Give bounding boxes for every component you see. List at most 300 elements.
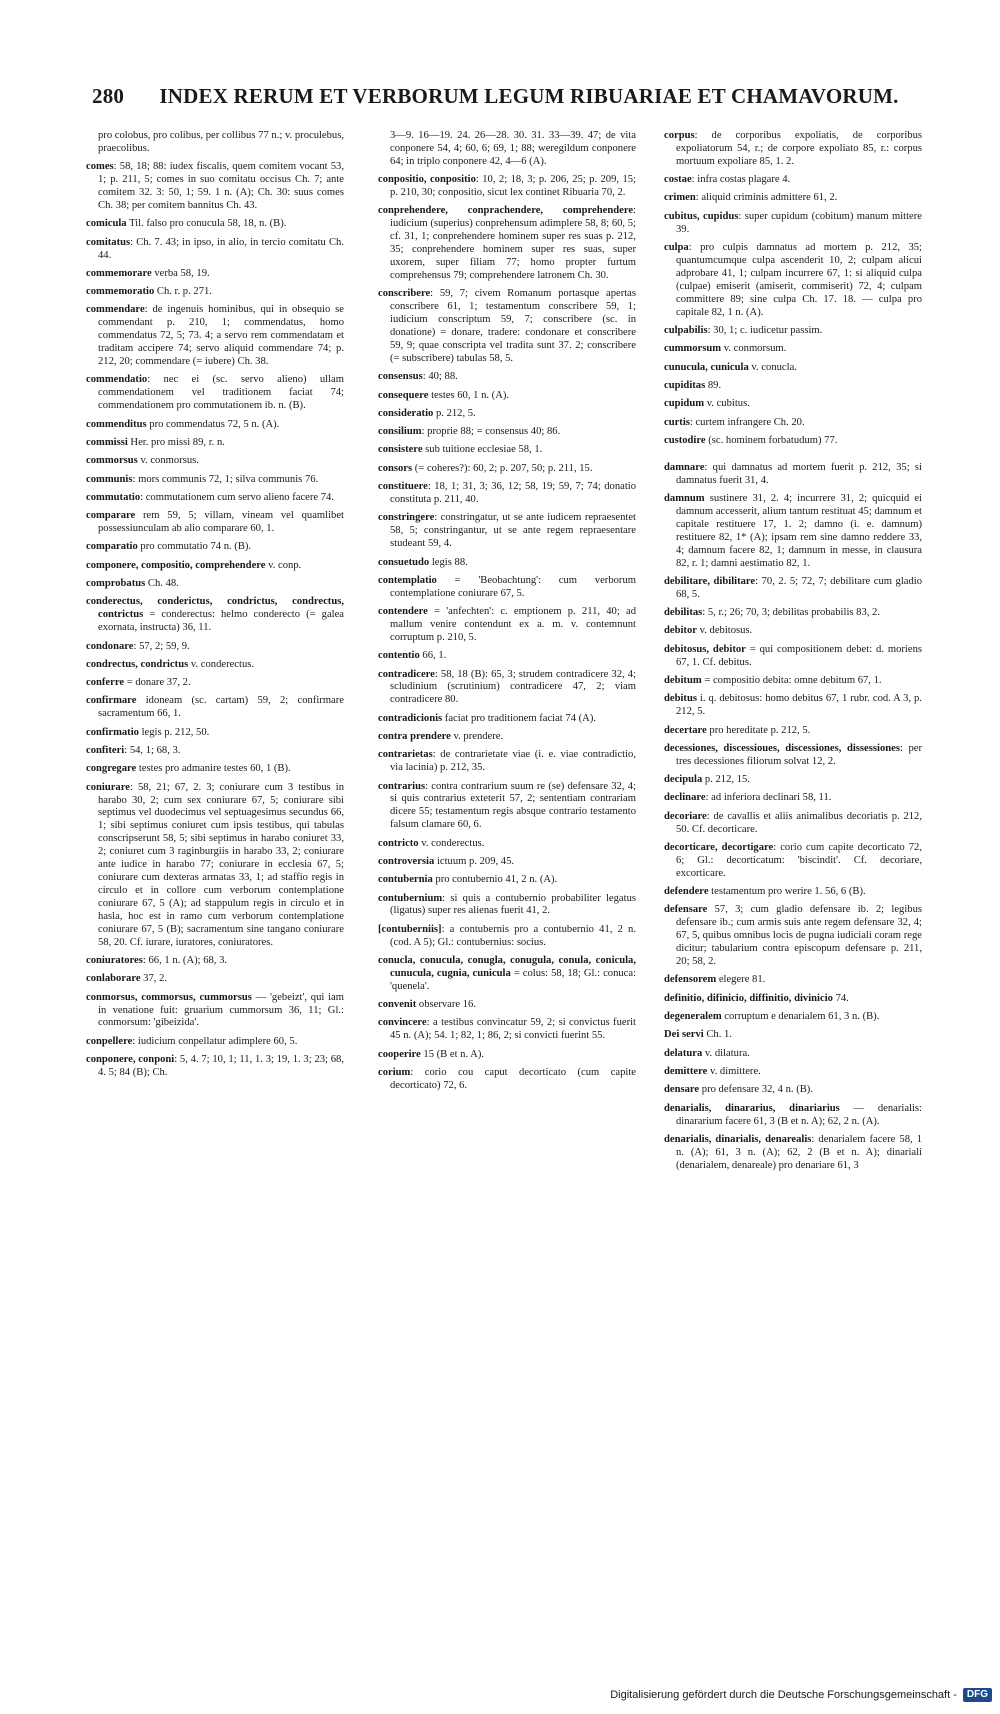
entry-headword: demittere bbox=[664, 1065, 708, 1077]
entry-text: : per tres decessiones filiorum solvat 12, 2. bbox=[676, 742, 923, 767]
index-entry bbox=[86, 596, 344, 635]
entry-headword: conprehendere, conprachendere, comprehendere bbox=[378, 205, 634, 217]
entry-headword: contentio bbox=[378, 650, 420, 662]
index-entry bbox=[664, 675, 922, 688]
entry-text: v. prendere. bbox=[450, 730, 504, 742]
entry-headword: debitor bbox=[664, 625, 697, 637]
entry-text: : de corporibus expoliatis, de corporibus expoliatorum 54, r.; de corpore expoliato 85, r.: corpus mortuum expoliare 85, 1. 2. bbox=[676, 130, 922, 167]
entry-headword: culpabilis bbox=[664, 324, 708, 336]
entry-text: v. conderectus. bbox=[418, 837, 485, 849]
index-entry bbox=[378, 669, 636, 708]
entry-text: v. debitosus. bbox=[696, 625, 753, 637]
index-entry bbox=[664, 242, 922, 320]
entry-text: : pro culpis damnatus ad mortem p. 212, 35; quantumcumque culpa ascenderit 10, 2; culpam alicui adprobare 41, 1; culpam incurrere 67, 1: si aliquid culpa (culpae) emiserit (amiserit, commiserit) 72, 4; culpam committere 89; sine culpa Ch. 17. 18. — culpa pro capitale 82, 1 n. (A). bbox=[676, 242, 922, 318]
entry-headword: convincere bbox=[378, 1017, 427, 1029]
index-entry bbox=[86, 641, 344, 654]
entry-headword: constringere bbox=[378, 512, 435, 524]
entry-headword: comprobatus bbox=[86, 578, 146, 590]
entry-text: : 40; 88. bbox=[422, 371, 458, 383]
index-entry bbox=[664, 693, 922, 719]
entry-text: : si quis a contubernio probabiliter legatus (ligatus) super res alienas fuerit 41, 2. bbox=[390, 892, 636, 917]
entry-headword: conderectus, conderictus, condrictus, condrectus, contrictus bbox=[86, 596, 344, 621]
entry-headword: contra prendere bbox=[378, 730, 451, 742]
index-entry bbox=[664, 362, 922, 375]
entry-text: : 18, 1; 31, 3; 36, 12; 58, 19; 59, 7; 74; donatio constituta p. 211, 40. bbox=[390, 481, 636, 506]
entry-headword: conscribere bbox=[378, 288, 431, 300]
index-entry bbox=[86, 455, 344, 468]
entry-text: : a testibus convincatur 59, 2; si convictus fuerit 45 n. (A); 54. 1; 82, 1; 86, 2; si convicti fuerint 55. bbox=[390, 1017, 636, 1042]
entry-headword: cubitus, cupidus bbox=[664, 210, 739, 222]
index-entry bbox=[86, 130, 344, 156]
entry-headword: confirmatio bbox=[86, 726, 139, 738]
index-entry bbox=[664, 1029, 922, 1042]
entry-headword: decipula bbox=[664, 774, 703, 786]
entry-headword: decoriare bbox=[664, 810, 707, 822]
entry-headword: coniuratores bbox=[86, 955, 143, 967]
entry-headword: consistere bbox=[378, 444, 423, 456]
entry-text: : 5, 4. 7; 10, 1; 11, 1. 3; 19, 1. 3; 23; 68, 4. 5; 84 (B); Ch. bbox=[98, 1054, 344, 1079]
entry-headword: [contuberniis] bbox=[378, 923, 442, 935]
entry-headword: commemoratio bbox=[86, 286, 155, 298]
index-entry bbox=[378, 838, 636, 851]
index-entry bbox=[664, 1048, 922, 1061]
entry-headword: commutatio bbox=[86, 491, 141, 503]
page-title: INDEX RERUM ET VERBORUM LEGUM RIBUARIAE ET CHAMAVORUM. bbox=[159, 84, 899, 108]
index-entry bbox=[86, 955, 344, 968]
entry-headword: corium bbox=[378, 1067, 411, 1079]
index-entry bbox=[664, 1134, 922, 1173]
entry-headword: contemplatio bbox=[378, 574, 437, 586]
page-header bbox=[92, 84, 908, 109]
entry-headword: condonare bbox=[86, 640, 134, 652]
index-entry bbox=[378, 1049, 636, 1062]
entry-text: : 58, 21; 67, 2. 3; coniurare cum 3 testibus in harabo 30, 2; cum sex coniurare 67, 5; coniurare sibi septimus vel duodecimus vel septuagesimus secundus 66, 1; sibi septimus coniuret cum ipsis testibus, qui tabulas conscripserunt 58, 5; sibi septimus in harabo coniuret 33, 2; coniuret cum 3 raginburgiis in harabo 33, 2; coniurare ante iudice in harabo 77; coniurare in ecclesia 67, 5; coniurare cum dexteras armatas 33, 1; ad staffio regis in circulo et in collore cum verborum contemplatione coniurare 67, 5 (A); ad stappulum regis in circulo et in hasla, hoc est in ramo cum verborum contemplatione coniurare 67, 5 (B); sacramentum sine tangano coniurare 58, 20. Cf. iurare, iuratores, coniuratores. bbox=[98, 781, 344, 948]
entry-text: (= coheres?): 60, 2; p. 207, 50; p. 211, 15. bbox=[412, 462, 593, 474]
index-entry bbox=[664, 886, 922, 899]
index-column-2 bbox=[378, 130, 636, 1098]
entry-headword: culpa bbox=[664, 242, 689, 254]
index-entry bbox=[664, 174, 922, 187]
entry-headword: cummorsum bbox=[664, 343, 722, 355]
index-entry bbox=[86, 745, 344, 758]
index-entry bbox=[86, 286, 344, 299]
index-entry bbox=[378, 893, 636, 919]
index-entry bbox=[378, 463, 636, 476]
entry-text: : de cavallis et aliis animalibus decoriatis p. 212, 50. Cf. decorticare. bbox=[676, 810, 922, 835]
index-entry bbox=[664, 625, 922, 638]
index-entry bbox=[86, 237, 344, 263]
entry-text: : 30, 1; c. iudicetur passim. bbox=[707, 324, 823, 336]
entry-headword: confiteri bbox=[86, 745, 125, 757]
entry-text: Her. pro missi 89, r. n. bbox=[127, 436, 225, 448]
entry-text: legis p. 212, 50. bbox=[138, 726, 210, 738]
entry-headword: degeneralem bbox=[664, 1011, 722, 1023]
entry-headword: conucla, conucula, conugla, conugula, conula, conicula, cunucula, cugnia, cunicula bbox=[378, 955, 636, 979]
entry-headword: damnare bbox=[664, 461, 705, 473]
entry-headword: debitosus, debitor bbox=[664, 643, 746, 655]
entry-text: : ad inferiora declinari 58, 11. bbox=[705, 792, 832, 804]
index-entry bbox=[86, 659, 344, 672]
entry-headword: crimen bbox=[664, 192, 696, 204]
index-entry bbox=[86, 992, 344, 1031]
entry-text: : de ingenuis hominibus, qui in obsequio se commendant p. 210, 1; commendatus, homo commendatus 72, 5; 73. 4; a servo rem commendatam et traditam accipere 74; servo aliquid commendare 74; p. 212, 20; commendare (= iubere) Ch. 38. bbox=[98, 304, 344, 368]
index-entry bbox=[86, 541, 344, 554]
entry-text: : mors communis 72, 1; silva communis 76. bbox=[132, 473, 319, 485]
entry-headword: contricto bbox=[378, 837, 419, 849]
entry-text: Ch. 1. bbox=[703, 1029, 732, 1041]
entry-text: : 5, r.; 26; 70, 3; debilitas probabilis 83, 2. bbox=[702, 607, 880, 619]
entry-text: = compositio debita: omne debitum 67, 1. bbox=[701, 674, 882, 686]
entry-text: : qui damnatus ad mortem fuerit p. 212, 35; si damnatus fuerit 31, 4. bbox=[676, 461, 922, 486]
entry-text: corruptum e denarialem 61, 3 n. (B). bbox=[721, 1011, 880, 1023]
entry-headword: defensorem bbox=[664, 974, 717, 986]
entry-headword: consors bbox=[378, 462, 413, 474]
index-entry bbox=[86, 268, 344, 281]
footer-credit: Digitalisierung gefördert durch die Deutsche Forschungsgemeinschaft - bbox=[610, 1689, 957, 1701]
entry-headword: consequere bbox=[378, 389, 429, 401]
index-entry bbox=[664, 725, 922, 738]
entry-text: : corio cum capite decorticato 72, 6; Gl.: decorticatum: 'biscindit'. Cf. decoriare, excorticare. bbox=[676, 841, 922, 879]
entry-headword: debitum bbox=[664, 674, 702, 686]
page-number: 280 bbox=[92, 84, 125, 108]
index-column-1 bbox=[86, 130, 344, 1085]
entry-text: pro hereditate p. 212, 5. bbox=[706, 724, 811, 736]
entry-text: sustinere 31, 2. 4; incurrere 31, 2; quicquid ei damnum accesserit, alium tantum restituat 45; damnum et capitale restituere 17, 1. 2; damno (i. e. damnum) restituere 82, 1* (A); ipsam rem sine damno reddere 33, 4; damnum facere 82, 1; damnum in messe, in clausura 82, r. 1; damni aestimatio 82, 1. bbox=[676, 492, 922, 569]
entry-text: : 58, 18; 88: iudex fiscalis, quem comitem vocant 53, 1; p. 211, 5; comes in suo comitatu occisus Ch. 7; ante comitem 32. 3: 50, 1; 59. 1 n. (A); Ch. 30: suus comes Ch. 38; per comitem bannitus Ch. 43. bbox=[98, 161, 344, 211]
index-entry bbox=[86, 727, 344, 740]
entry-text: = colus: 58, 18; Gl.: conuca: 'quenela'. bbox=[390, 967, 637, 992]
entry-text: 57, 3; cum gladio defensare ib. 2; legibus defensare ib.; cum armis suis ante regem defensare 32, 4; 67, 5, quibus omnibus locis de pugna iudiciali coram rege dicitur; tabularium contra episcopum defensare p. 211, 20; 58, 2. bbox=[676, 904, 922, 968]
entry-headword: coniurare bbox=[86, 781, 130, 793]
entry-headword: consuetudo bbox=[378, 556, 430, 568]
entry-text: : de contrarietate viae (i. e. viae contradictio, via lacinia) p. 212, 35. bbox=[390, 749, 636, 774]
dfg-logo-icon: DFG bbox=[963, 1688, 992, 1702]
entry-text: idoneam (sc. cartam) 59, 2; confirmare sacramentum 66, 1. bbox=[98, 695, 344, 720]
entry-headword: conpositio, conpositio bbox=[378, 174, 476, 186]
entry-text: rem 59, 5; villam, vineam vel quamlibet possessiunculam ab alio comparare 60, 1. bbox=[98, 510, 344, 535]
index-entry bbox=[664, 607, 922, 620]
entry-text: pro commutatio 74 n. (B). bbox=[137, 541, 252, 553]
index-entry bbox=[86, 578, 344, 591]
entry-text: 74. bbox=[832, 992, 849, 1004]
index-entry bbox=[86, 492, 344, 505]
index-entry bbox=[664, 493, 922, 571]
index-entry bbox=[664, 325, 922, 338]
entry-text: verba 58, 19. bbox=[151, 267, 210, 279]
entry-headword: commendare bbox=[86, 304, 145, 316]
entry-headword: decorticare, decortigare bbox=[664, 841, 774, 853]
entry-text: : corio cou caput decorticato (cum capite decorticato) 72, 6. bbox=[390, 1067, 636, 1091]
entry-headword: debilitare, dibilitare bbox=[664, 575, 756, 587]
index-entry bbox=[378, 390, 636, 403]
index-entry bbox=[664, 130, 922, 169]
index-entry bbox=[664, 435, 922, 448]
entry-text: v. conmorsum. bbox=[721, 343, 787, 355]
index-entry bbox=[664, 904, 922, 969]
index-entry bbox=[86, 1054, 344, 1080]
entry-headword: corpus bbox=[664, 130, 695, 141]
entry-headword: decertare bbox=[664, 724, 707, 736]
entry-headword: comparatio bbox=[86, 541, 138, 553]
index-entry bbox=[86, 763, 344, 776]
index-entry bbox=[378, 1067, 636, 1093]
entry-headword: curtis bbox=[664, 416, 690, 428]
index-entry bbox=[378, 1017, 636, 1043]
entry-headword: componere, compositio, comprehendere bbox=[86, 559, 266, 571]
index-entry bbox=[664, 644, 922, 670]
index-entry bbox=[378, 408, 636, 421]
entry-text: = 'anfechten': c. emptionem p. 211, 40; ad mallum venire contendunt ex a. m. v. contemnunt corruptum p. 210, 5. bbox=[390, 606, 636, 643]
entry-headword: cupidum bbox=[664, 398, 705, 410]
entry-headword: custodire bbox=[664, 434, 706, 446]
index-entry bbox=[664, 1103, 922, 1129]
entry-headword: contubernium bbox=[378, 892, 443, 904]
index-entry bbox=[378, 575, 636, 601]
entry-headword: contrarietas bbox=[378, 749, 433, 761]
index-entry bbox=[86, 419, 344, 432]
entry-headword: damnum bbox=[664, 492, 705, 504]
entry-text: sub tuitione ecclesiae 58, 1. bbox=[422, 444, 543, 456]
entry-headword: debitus bbox=[664, 693, 697, 705]
index-entry bbox=[378, 856, 636, 869]
entry-text: p. 212, 5. bbox=[433, 407, 476, 419]
index-entry bbox=[86, 218, 344, 231]
entry-text: faciat pro traditionem faciat 74 (A). bbox=[442, 712, 596, 724]
entry-headword: definitio, difinicio, diffinitio, divinicio bbox=[664, 992, 833, 1004]
index-entry bbox=[86, 782, 344, 950]
entry-headword: contendere bbox=[378, 606, 428, 618]
index-entry bbox=[378, 606, 636, 645]
entry-text: : iudicium (superius) conprehensum adimplere 58, 8; 60, 5; cf. 31, 1; conprehendere hominem super res suas p. 212, 35; conprehendere hominem super res suas, super uxorem, super filiam 77; homo propter furtum comprehensus 79; comprehendere latronem Ch. 30. bbox=[390, 205, 636, 281]
entry-text: 37, 2. bbox=[140, 973, 168, 985]
entry-headword: cupiditas bbox=[664, 379, 706, 391]
entry-headword: commemorare bbox=[86, 267, 152, 279]
index-entry bbox=[378, 955, 636, 994]
entry-headword: contradicere bbox=[378, 668, 435, 680]
entry-headword: cooperire bbox=[378, 1048, 421, 1060]
index-entry bbox=[378, 444, 636, 457]
entry-text: 3—9. 16—19. 24. 26—28. 30. 31. 33—39. 47; de vita conponere 54, 4; 60, 6; 69, 1; 88; weregildum conponere 64; in triplo conponere 42, 4—6 (A). bbox=[390, 130, 636, 167]
entry-text: : curtem infrangere Ch. 20. bbox=[689, 416, 805, 428]
index-entry bbox=[378, 713, 636, 726]
entry-headword: convenit bbox=[378, 999, 417, 1011]
index-entry bbox=[378, 781, 636, 833]
index-entry bbox=[378, 481, 636, 507]
entry-headword: communis bbox=[86, 473, 133, 485]
entry-text: pro commendatus 72, 5 n. (A). bbox=[146, 418, 280, 430]
index-entry bbox=[378, 130, 636, 169]
index-columns bbox=[0, 130, 1000, 1670]
index-entry bbox=[664, 343, 922, 356]
index-entry bbox=[86, 560, 344, 573]
index-entry bbox=[378, 426, 636, 439]
entry-text: — denarialis: dinararium facere 61, 3 (B et n. A); 62, 2 n. (A). bbox=[676, 1102, 922, 1127]
entry-headword: denarialis, dinarialis, denarealis bbox=[664, 1133, 812, 1145]
entry-headword: consensus bbox=[378, 371, 423, 383]
entry-text: : 59, 7; civem Romanum portasque apertas conscribere 61, 1; testamentum conscribere 59, 1; iudicium conscriptum 59, 7; conscribere (sc. in donatione) = donare, tradere: condonare et conscribere 59, 9; quae conscripta vel tradita sunt 37. 2; conscribere (= subscribere) tabulas 58, 5. bbox=[390, 288, 636, 364]
entry-text: : aliquid criminis admittere 61, 2. bbox=[695, 192, 838, 204]
index-column-3 bbox=[664, 130, 922, 1178]
entry-text: legis 88. bbox=[429, 556, 468, 568]
index-entry bbox=[664, 1084, 922, 1097]
entry-text: : denarialem facere 58, 1 n. (A); 61, 3 n. (A); 62, 2 (B et n. A); dinariali (denarialem, denareale) pro denariare 61, 3 bbox=[676, 1133, 922, 1171]
index-entry bbox=[86, 973, 344, 986]
index-entry bbox=[86, 677, 344, 690]
entry-headword: comes bbox=[86, 161, 114, 173]
entry-text: testamentum pro werire 1. 56, 6 (B). bbox=[708, 886, 866, 898]
entry-text: : 66, 1 n. (A); 68, 3. bbox=[142, 955, 228, 967]
index-entry bbox=[378, 371, 636, 384]
entry-text: observare 16. bbox=[416, 999, 476, 1011]
index-entry bbox=[378, 205, 636, 283]
index-entry bbox=[664, 462, 922, 488]
index-entry bbox=[378, 874, 636, 887]
index-entry bbox=[86, 1036, 344, 1049]
entry-text: : 54, 1; 68, 3. bbox=[124, 745, 181, 757]
entry-text: pro contubernio 41, 2 n. (A). bbox=[432, 874, 558, 886]
entry-text: = qui compositionem debet: d. moriens 67, 1. Cf. debitus. bbox=[676, 643, 922, 668]
entry-headword: commenditus bbox=[86, 418, 147, 430]
entry-headword: consideratio bbox=[378, 407, 434, 419]
index-entry bbox=[86, 161, 344, 213]
entry-text: v. conp. bbox=[265, 559, 302, 571]
entry-text: ictuum p. 209, 45. bbox=[434, 855, 515, 867]
index-entry bbox=[664, 398, 922, 411]
index-entry bbox=[664, 774, 922, 787]
entry-headword: confirmare bbox=[86, 695, 137, 707]
entry-text: : 58, 18 (B): 65, 3; strudem contradicere 32, 4; scludinium (scrutinium) contradicere 47, 2; viam contradicere 80. bbox=[390, 668, 636, 706]
entry-text: : iudicium conpellatur adimplere 60, 5. bbox=[132, 1035, 298, 1047]
index-entry bbox=[664, 974, 922, 987]
entry-text: : 10, 2; 18, 3; p. 206, 25; p. 209, 15; p. 210, 30; conpositio, sicut lex continet Ribuaria 70, 2. bbox=[390, 174, 636, 199]
entry-headword: constituere bbox=[378, 481, 428, 493]
entry-headword: defensare bbox=[664, 904, 708, 916]
page-footer bbox=[600, 1688, 1000, 1702]
entry-text: = conderectus: helmo conderecto (= galea exornata, instructa) 36, 11. bbox=[98, 609, 344, 634]
entry-headword: declinare bbox=[664, 792, 706, 804]
index-entry bbox=[86, 510, 344, 536]
index-entry bbox=[378, 288, 636, 366]
index-entry bbox=[378, 650, 636, 663]
entry-headword: conpellere bbox=[86, 1035, 133, 1047]
index-entry bbox=[664, 743, 922, 769]
entry-headword: conlaborare bbox=[86, 973, 141, 985]
entry-headword: Dei servi bbox=[664, 1029, 704, 1041]
index-entry bbox=[86, 695, 344, 721]
entry-text: v. dilatura. bbox=[702, 1047, 750, 1059]
entry-headword: commissi bbox=[86, 436, 128, 448]
entry-text: v. conucla. bbox=[748, 361, 797, 373]
entry-text: i. q. debitosus: homo debitus 67, 1 rubr. cod. A 3, p. 212, 5. bbox=[676, 693, 922, 718]
index-entry bbox=[664, 792, 922, 805]
entry-headword: densare bbox=[664, 1084, 700, 1096]
index-entry bbox=[86, 304, 344, 369]
entry-headword: consilium bbox=[378, 426, 422, 438]
entry-text: : Ch. 7. 43; in ipso, in alio, in tercio comitatu Ch. 44. bbox=[98, 236, 344, 261]
entry-headword: contubernia bbox=[378, 874, 433, 886]
entry-text: elegere 81. bbox=[716, 974, 766, 986]
entry-headword: cunucula, cunicula bbox=[664, 361, 749, 373]
entry-text: Til. falso pro conucula 58, 18, n. (B). bbox=[126, 218, 287, 230]
index-entry bbox=[664, 842, 922, 881]
index-entry bbox=[378, 557, 636, 570]
entry-text: v. dimittere. bbox=[707, 1065, 761, 1077]
index-entry bbox=[664, 211, 922, 237]
entry-text: : nec ei (sc. servo alieno) ullam commendationem vel traditionem faciat 74; commendationem pro commutationem ib. n. (B). bbox=[98, 374, 344, 412]
entry-headword: decessiones, discessioues, discessiones, dissessiones bbox=[664, 742, 900, 754]
entry-headword: defendere bbox=[664, 886, 709, 898]
entry-headword: conmorsus, commorsus, cummorsus bbox=[86, 991, 252, 1003]
index-entry bbox=[86, 374, 344, 413]
index-entry bbox=[378, 174, 636, 200]
entry-text: 66, 1. bbox=[419, 650, 447, 662]
entry-headword: comitatus bbox=[86, 236, 131, 248]
entry-headword: comparare bbox=[86, 510, 136, 522]
entry-text: = 'Beobachtung': cum verborum contemplatione coniurare 67, 5. bbox=[390, 574, 636, 599]
index-entry bbox=[378, 924, 636, 950]
entry-headword: commorsus bbox=[86, 455, 138, 467]
index-entry bbox=[378, 749, 636, 775]
index-entry bbox=[664, 576, 922, 602]
entry-text: = donare 37, 2. bbox=[124, 677, 191, 689]
index-entry bbox=[664, 1066, 922, 1079]
entry-text: v. conderectus. bbox=[188, 658, 255, 670]
entry-headword: contradicionis bbox=[378, 712, 443, 724]
entry-text: pro colobus, pro colibus, per collibus 77 n.; v. proculebus, praecolibus. bbox=[98, 130, 344, 154]
entry-text: : super cupidum (cobitum) manum mittere 39. bbox=[676, 210, 922, 235]
index-entry bbox=[378, 512, 636, 551]
entry-text: : commutationem cum servo alieno facere 74. bbox=[140, 491, 334, 503]
index-entry bbox=[86, 437, 344, 450]
entry-text: 89. bbox=[705, 379, 722, 391]
entry-headword: conferre bbox=[86, 677, 125, 689]
entry-headword: delatura bbox=[664, 1047, 703, 1059]
entry-text: : contra contrarium suum re (se) defensare 32, 4; si quis contrarius exteterit 57, 2; sententiam contrariam dicere 55; testamentum regis absque contrario testamento falsum clamare 60, 6. bbox=[390, 780, 636, 831]
entry-headword: costae bbox=[664, 174, 692, 186]
entry-headword: congregare bbox=[86, 763, 137, 775]
index-entry bbox=[664, 380, 922, 393]
entry-text: 15 (B et n. A). bbox=[420, 1048, 485, 1060]
index-entry bbox=[86, 474, 344, 487]
entry-headword: denarialis, dinararius, dinariarius bbox=[664, 1102, 840, 1114]
entry-text: — 'gebeizt', qui iam in venatione fuit: gruarium cummorsum 36, 11; Gl.: conmorsum: 'gibeizida'. bbox=[98, 991, 345, 1029]
index-entry bbox=[378, 731, 636, 744]
entry-text: : constringatur, ut se ante iudicem repraesentet 58, 5; constringantur, ut se ante regem repraesentare studeant 59, 4. bbox=[390, 512, 636, 550]
entry-text: testes 60, 1 n. (A). bbox=[428, 389, 510, 401]
entry-text: (sc. hominem forbatudum) 77. bbox=[705, 434, 838, 446]
index-entry bbox=[664, 1011, 922, 1024]
entry-headword: condrectus, condrictus bbox=[86, 658, 189, 670]
entry-headword: conponere, conponi bbox=[86, 1054, 175, 1066]
index-entry bbox=[664, 192, 922, 205]
entry-text: : infra costas plagare 4. bbox=[691, 174, 791, 186]
entry-text: p. 212, 15. bbox=[702, 774, 750, 786]
entry-text: : proprie 88; = consensus 40; 86. bbox=[421, 426, 561, 438]
entry-headword: debilitas bbox=[664, 607, 703, 619]
entry-text: Ch. r. p. 271. bbox=[154, 286, 212, 298]
entry-text: : a contubernis pro a contubernio 41, 2 n. (cod. A 5); Gl.: contubernius: socius. bbox=[390, 923, 636, 948]
entry-text: Ch. 48. bbox=[145, 578, 179, 590]
entry-headword: commendatio bbox=[86, 374, 148, 386]
entry-text: : 57, 2; 59, 9. bbox=[133, 640, 190, 652]
entry-text: : 70, 2. 5; 72, 7; debilitare cum gladio 68, 5. bbox=[676, 575, 922, 600]
entry-text: v. cubitus. bbox=[704, 398, 750, 410]
entry-headword: controversia bbox=[378, 855, 435, 867]
entry-headword: comicula bbox=[86, 218, 127, 230]
index-entry bbox=[378, 999, 636, 1012]
index-entry bbox=[664, 811, 922, 837]
entry-text: pro defensare 32, 4 n. (B). bbox=[699, 1084, 813, 1096]
